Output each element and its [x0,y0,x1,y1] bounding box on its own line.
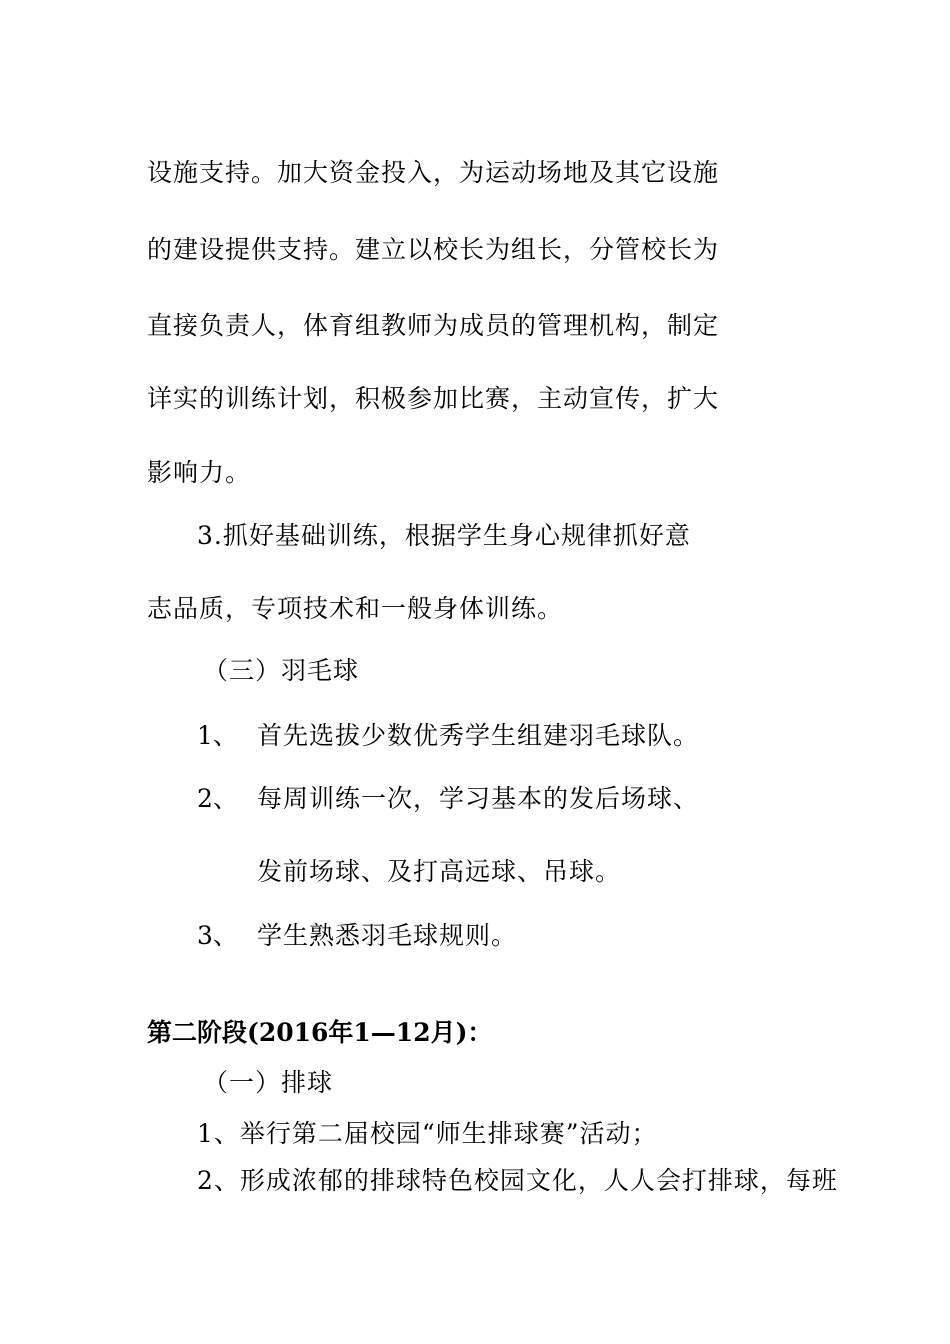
list-item-number: 2、 [197,784,238,813]
section-heading-volleyball: （一）排球 [203,1068,334,1097]
point-3-continuation: 志品质，专项技术和一般身体训练。 [147,594,564,623]
paragraph-line: 的建设提供支持。建立以校长为组长，分管校长为 [147,235,720,264]
list-item-text: 首先选拔少数优秀学生组建羽毛球队。 [257,721,700,750]
list-item: 1、举行第二届校园“师生排球赛”活动； [197,1119,658,1148]
paragraph-line: 设施支持。加大资金投入，为运动场地及其它设施 [147,158,720,187]
point-3-line: 3.抓好基础训练，根据学生身心规律抓好意 [197,521,691,550]
list-item-text: 每周训练一次，学习基本的发后场球、 [257,784,700,813]
list-item-text-continuation: 发前场球、及打高远球、吊球。 [257,857,622,886]
list-item: 2、形成浓郁的排球特色校园文化，人人会打排球，每班 [197,1166,838,1195]
paragraph-line: 直接负责人，体育组教师为成员的管理机构，制定 [147,311,720,340]
stage-title: 第二阶段(2016年1—12月)： [147,1018,493,1047]
paragraph-line: 详实的训练计划，积极参加比赛，主动宣传，扩大 [147,384,720,413]
paragraph-line: 影响力。 [147,458,252,487]
list-item-number: 3、 [197,921,238,950]
list-item-number: 1、 [197,721,238,750]
list-item-text: 学生熟悉羽毛球规则。 [257,921,518,950]
section-heading-badminton: （三）羽毛球 [203,656,360,685]
